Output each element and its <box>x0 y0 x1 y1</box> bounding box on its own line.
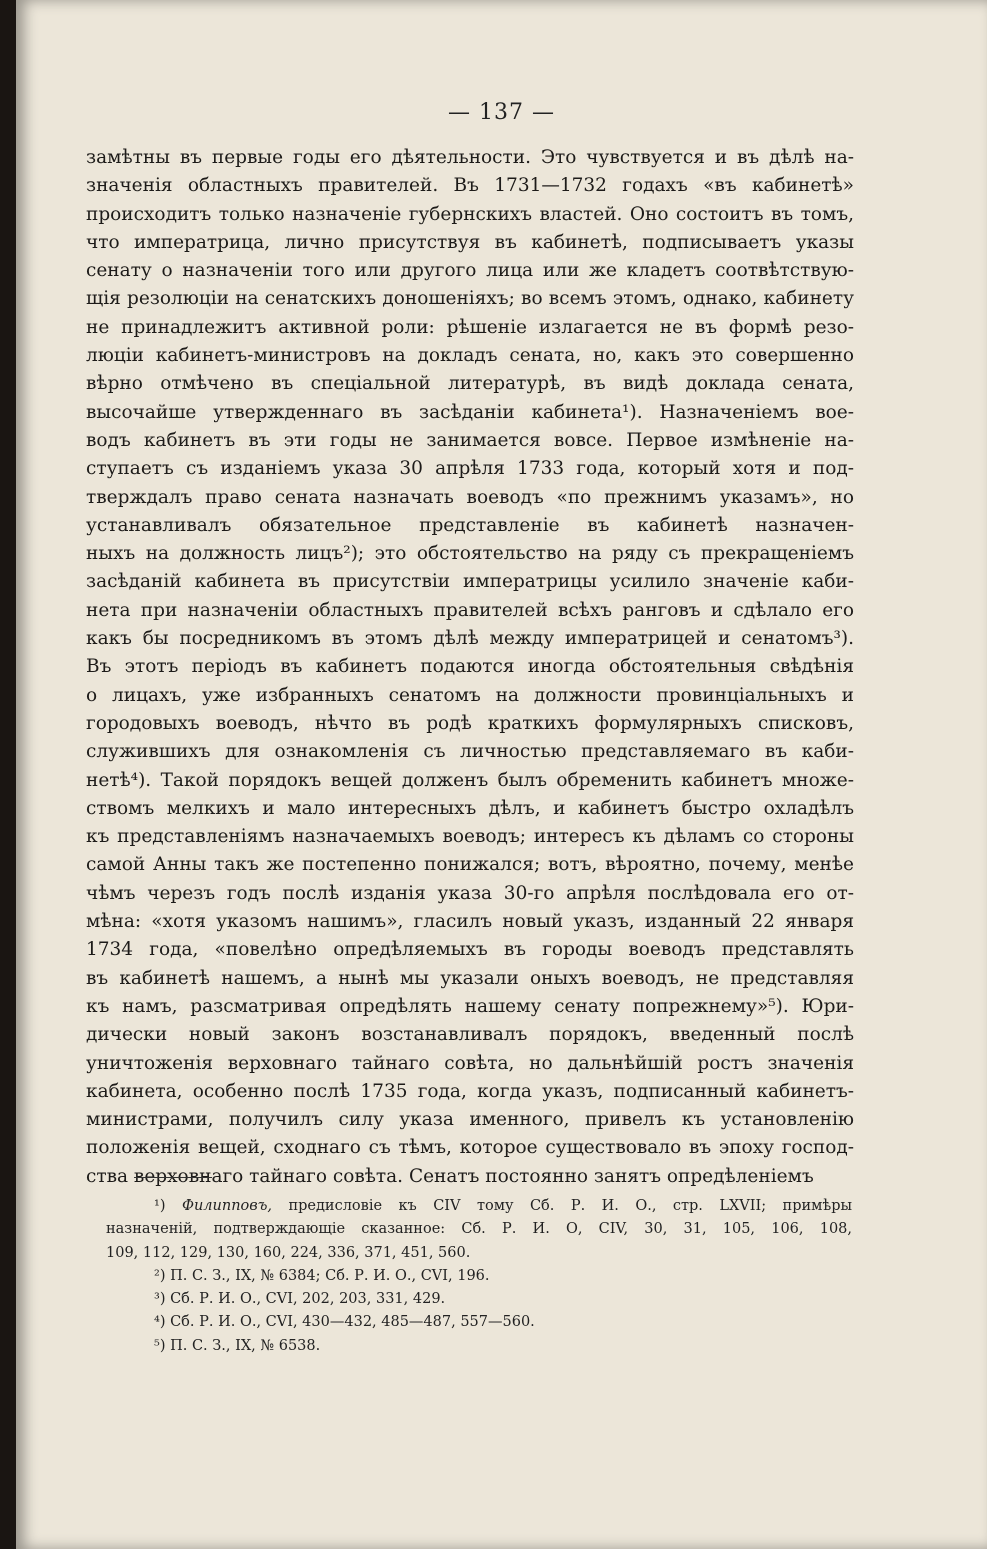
body-line: нета при назначеніи областныхъ правителей всѣхъ ранговъ и сдѣлало его <box>86 599 854 621</box>
body-line: замѣтны въ первые годы его дѣятельности. Это чувствуется и въ дѣлѣ на- <box>86 147 854 168</box>
body-line: самой Анны такъ же постепенно понижался; вотъ, вѣроятно, почему, менѣе <box>86 854 854 876</box>
body-line: засѣданій кабинета въ присутствіи императрицы усилило значеніе каби- <box>86 571 854 593</box>
body-line: мѣна: «хотя указомъ нашимъ», гласилъ новый указъ, изданный 22 января <box>86 911 854 933</box>
body-line: нетѣ⁴). Такой порядокъ вещей долженъ былъ обременить кабинетъ множе- <box>86 769 854 791</box>
body-line: ства верховнаго тайнаго совѣта. Сенатъ постоянно занятъ опредѣленіемъ <box>86 1165 814 1187</box>
body-text <box>86 144 854 1191</box>
page-number: — 137 — <box>448 100 555 125</box>
body-line: высочайше утвержденнаго въ засѣданіи кабинета¹). Назначеніемъ вое- <box>86 401 854 423</box>
body-line: устанавливалъ обязательное представленіе въ кабинетѣ назначен- <box>86 514 854 536</box>
footnote-author: Филипповъ, <box>181 1198 273 1214</box>
body-line: водъ кабинетъ въ эти годы не занимается вовсе. Первое измѣненіе на- <box>86 429 854 451</box>
body-line: служившихъ для ознакомленія съ личностью представляемаго въ каби- <box>86 741 854 763</box>
body-line: щія резолюціи на сенатскихъ доношеніяхъ; во всемъ этомъ, однако, кабинету <box>86 288 854 310</box>
footnote-separator <box>134 1177 212 1178</box>
body-line: кабинета, особенно послѣ 1735 года, когда указъ, подписанный кабинетъ- <box>86 1080 854 1102</box>
body-line: сенату о назначеніи того или другого лица или же кладетъ соотвѣтствую- <box>86 260 854 282</box>
body-line: ступаетъ съ изданіемъ указа 30 апрѣля 1733 года, который хотя и под- <box>86 458 854 480</box>
book-page <box>16 0 987 1549</box>
body-line: городовыхъ воеводъ, нѣчто въ родѣ краткихъ формулярныхъ списковъ, <box>86 712 854 734</box>
body-line: Въ этотъ періодъ въ кабинетъ подаются иногда обстоятельныя свѣдѣнія <box>86 656 854 678</box>
body-line: вѣрно отмѣчено въ спеціальной литературѣ, въ видѣ доклада сената, <box>86 373 854 395</box>
footnote-1-line-1: ¹) Филипповъ, предисловіе къ CIV тому Сб. Р. И. О., стр. LXVII; примѣры <box>154 1198 852 1214</box>
body-line: происходитъ только назначеніе губернскихъ властей. Оно состоитъ въ томъ, <box>86 203 854 225</box>
body-line: ныхъ на должность лицъ²); это обстоятельство на ряду съ прекращеніемъ <box>86 543 854 565</box>
footnote-1-line-3: 109, 112, 129, 130, 160, 224, 336, 371, 451, 560. <box>106 1244 471 1261</box>
body-line: 1734 года, «повелѣно опредѣляемыхъ въ городы воеводъ представлять <box>86 939 854 961</box>
footnote-2: ²) П. С. З., IX, № 6384; Сб. Р. И. О., CVI, 196. <box>154 1267 490 1284</box>
footnote-3: ³) Сб. Р. И. О., CVI, 202, 203, 331, 429. <box>154 1291 446 1308</box>
body-line: люціи кабинетъ-министровъ на докладъ сената, но, какъ это совершенно <box>86 345 854 367</box>
body-line: уничтоженія верховнаго тайнаго совѣта, но дальнѣйшій ростъ значенія <box>86 1052 854 1074</box>
body-line: какъ бы посредникомъ въ этомъ дѣлѣ между императрицей и сенатомъ³). <box>86 628 854 650</box>
body-line: положенія вещей, сходнаго съ тѣмъ, которое существовало въ эпоху господ- <box>86 1137 854 1159</box>
body-line: дически новый законъ возстанавливалъ порядокъ, введенный послѣ <box>86 1024 854 1046</box>
body-line: о лицахъ, уже избранныхъ сенатомъ на должности провинціальныхъ и <box>86 684 854 706</box>
body-line: къ намъ, разсматривая опредѣлять нашему сенату попрежнему»⁵). Юри- <box>86 995 854 1017</box>
footnote-5: ⁵) П. С. З., IX, № 6538. <box>154 1337 321 1354</box>
footnotes <box>106 1195 852 1358</box>
body-line: чѣмъ черезъ годъ послѣ изданія указа 30-го апрѣля послѣдовала его от- <box>86 882 854 904</box>
body-line: ствомъ мелкихъ и мало интересныхъ дѣлъ, и кабинетъ быстро охладѣлъ <box>86 797 854 819</box>
body-line: не принадлежитъ активной роли: рѣшеніе излагается не въ формѣ резо- <box>86 316 854 338</box>
body-line: тверждалъ право сената назначать воеводъ «по прежнимъ указамъ», но <box>86 486 854 508</box>
footnote-1-line-2: назначеній, подтверждающіе сказанное: Сб. Р. И. О, CIV, 30, 31, 105, 106, 108, <box>106 1221 852 1238</box>
footnote-4: ⁴) Сб. Р. И. О., CVI, 430—432, 485—487, 557—560. <box>154 1314 535 1331</box>
body-line: что императрица, лично присутствуя въ кабинетѣ, подписываетъ указы <box>86 231 854 253</box>
body-line: въ кабинетѣ нашемъ, а нынѣ мы указали оныхъ воеводъ, не представляя <box>86 967 854 989</box>
body-line: министрами, получилъ силу указа именного, привелъ къ установленію <box>86 1109 854 1131</box>
body-line: значенія областныхъ правителей. Въ 1731—1732 годахъ «въ кабинетѣ» <box>86 175 854 197</box>
body-line: къ представленіямъ назначаемыхъ воеводъ; интересъ къ дѣламъ со стороны <box>86 826 854 848</box>
